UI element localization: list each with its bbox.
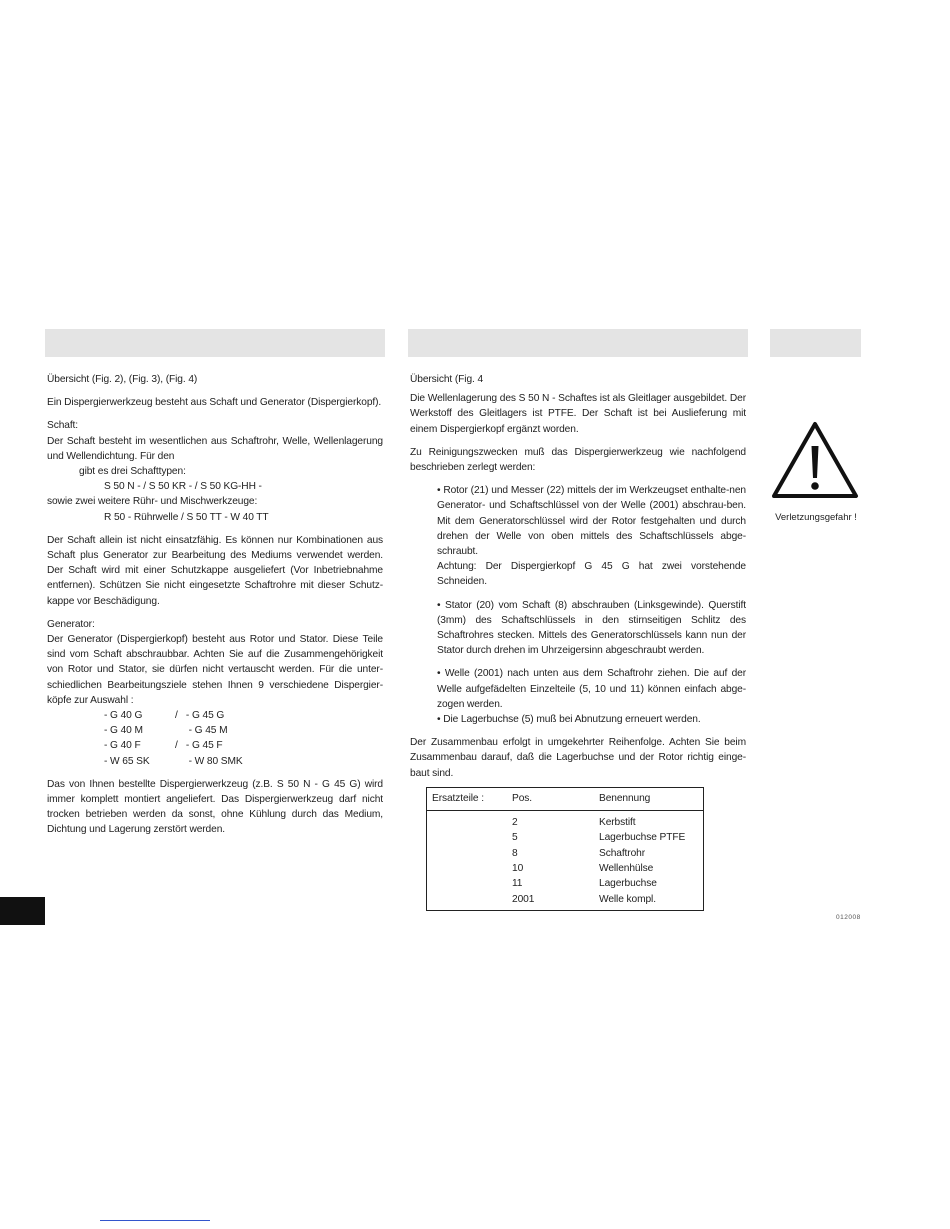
table-row: 8 Schaftrohr: [512, 847, 645, 859]
schaft-note-paragraph: Der Schaft allein ist nicht einsatzfähig. Es können nur Kombinationen aus Schaft plus Generator zur Bearbeitung des Mediums verwendet werden. Der Schaft wird mit einer Schutzkappe ausgeliefert (Vor Inbetriebnahme entfernen). Schützen Sie nicht eingesetzte Schaftrohre mit dieser Schutz-kappe vor Beschädigung.: [47, 534, 383, 607]
spare-parts-table: [426, 787, 704, 911]
table-row: 2 Kerbstift: [512, 817, 636, 829]
schaft-types: S 50 N - / S 50 KR - / S 50 KG-HH -: [104, 481, 262, 493]
cleaning-paragraph: Zu Reinigungszwecken muß das Dispergierwerkzeug wie nachfolgend beschrieben zerlegt werden:: [410, 446, 746, 474]
other-tools: R 50 - Rührwelle / S 50 TT - W 40 TT: [104, 511, 269, 523]
table-body: [427, 811, 703, 907]
header-pos: Pos.: [512, 793, 532, 805]
left-column: [47, 372, 383, 838]
generator-list-item: - G 40 G / - G 45 G: [104, 710, 225, 722]
step-rotor: • Rotor (21) und Messer (22) mittels der im Werkzeugset enthalte-nen Generator- und Schaftschlüssel von der Welle (2001) abschrau-ben. Mit dem Generatorschlüssel wird der Rotor festgehalten und durch drehen der Welle von oben mittels des Schaftschlüssels abge-schraubt.: [437, 485, 746, 558]
document-code: 012008: [836, 914, 861, 921]
table-row: 10 Wellenhülse: [512, 862, 654, 874]
table-header: [427, 788, 703, 811]
warning-triangle-icon: [770, 420, 860, 500]
header-benennung: Benennung: [599, 793, 651, 805]
other-tools-intro: sowie zwei weitere Rühr- und Mischwerkzeuge:: [47, 496, 258, 508]
generator-list-item: - G 40 F / - G 45 F: [104, 740, 223, 752]
step-lagerbuchse: • Die Lagerbuchse (5) muß bei Abnutzung erneuert werden.: [437, 714, 701, 726]
closing-paragraph: Das von Ihnen bestellte Dispergierwerkzeug (z.B. S 50 N - G 45 G) wird immer komplett montiert angeliefert. Das Dispergierwerkzeug darf nicht trocken betrieben werden da sonst, ohne Kühlung durch das Medium, Dichtung und Lagerung zerstört werden.: [47, 778, 383, 836]
schaft-types-intro: gibt es drei Schafttypen:: [79, 466, 186, 478]
middle-title: Übersicht (Fig. 4: [410, 374, 484, 385]
bearing-paragraph: Die Wellenlagerung des S 50 N - Schaftes ist als Gleitlager ausgebildet. Der Werkstoff des Gleitlagers ist PTFE. Der Schaft ist bei Auslieferung mit einem Dispergierkopf ergänzt worden.: [410, 393, 746, 435]
table-row: 11 Lagerbuchse: [512, 878, 657, 890]
header-ersatzteile: Ersatzteile :: [432, 793, 484, 805]
page-tab-marker: [0, 897, 45, 925]
assembly-paragraph: Der Zusammenbau erfolgt in umgekehrter Reihenfolge. Achten Sie beim Zusammenbau darauf, daß die Lagerbuchse und der Rotor richtig einge-baut sind.: [410, 737, 746, 779]
step-welle: • Welle (2001) nach unten aus dem Schaftrohr ziehen. Die auf der Welle aufgefädelten Einzelteile (5, 10 und 11) können einfach abge-zogen werden.: [437, 668, 746, 710]
table-row: 2001 Welle kompl.: [512, 893, 656, 905]
left-section-header-bar: [45, 329, 385, 357]
link-underline: [100, 1220, 210, 1221]
generator-list-item: - G 40 M - G 45 M: [104, 725, 228, 737]
step-rotor-note: Achtung: Der Dispergierkopf G 45 G hat zwei vorstehende Schneiden.: [437, 561, 746, 588]
middle-column: [410, 372, 746, 781]
generator-list: [47, 708, 383, 769]
generator-list-item: - W 65 SK - W 80 SMK: [104, 755, 243, 767]
middle-section-header-bar: [408, 329, 748, 357]
left-title: Übersicht (Fig. 2), (Fig. 3), (Fig. 4): [47, 374, 198, 385]
schaft-paragraph: Der Schaft besteht im wesentlichen aus Schaftrohr, Welle, Wellenlagerung und Wellendichtung. Für den: [47, 435, 383, 462]
generator-heading: Generator:: [47, 618, 95, 630]
intro-paragraph: Ein Dispergierwerkzeug besteht aus Schaft und Generator (Dispergierkopf).: [47, 397, 382, 409]
step-stator: • Stator (20) vom Schaft (8) abschrauben (Linksgewinde). Querstift (3mm) des Schaftschlüssels in den stirnseitigen Schlitz des Schaftrohres stecken. Mittels des Generatorschlüssels kann nun der Stator durch drehen im Uhrzeigersinn abgeschraubt werden.: [437, 599, 746, 657]
right-section-header-bar: [770, 329, 861, 357]
warning-sign: [770, 420, 860, 505]
table-row: 5 Lagerbuchse PTFE: [512, 832, 686, 844]
schaft-heading: Schaft:: [47, 420, 79, 432]
warning-label: Verletzungsgefahr !: [775, 512, 857, 523]
generator-paragraph: Der Generator (Dispergierkopf) besteht aus Rotor und Stator. Diese Teile sind vom Schaft abschraubbar. Achten Sie auf die Zusammengehörigkeit von Rotor und Stator, sie dürfen nicht vertauscht werden. Für die unter-schiedlichen Bearbeitungsziele stehen Ihnen 9 verschiedene Dispergier-köpfe zur Auswahl :: [47, 634, 383, 706]
